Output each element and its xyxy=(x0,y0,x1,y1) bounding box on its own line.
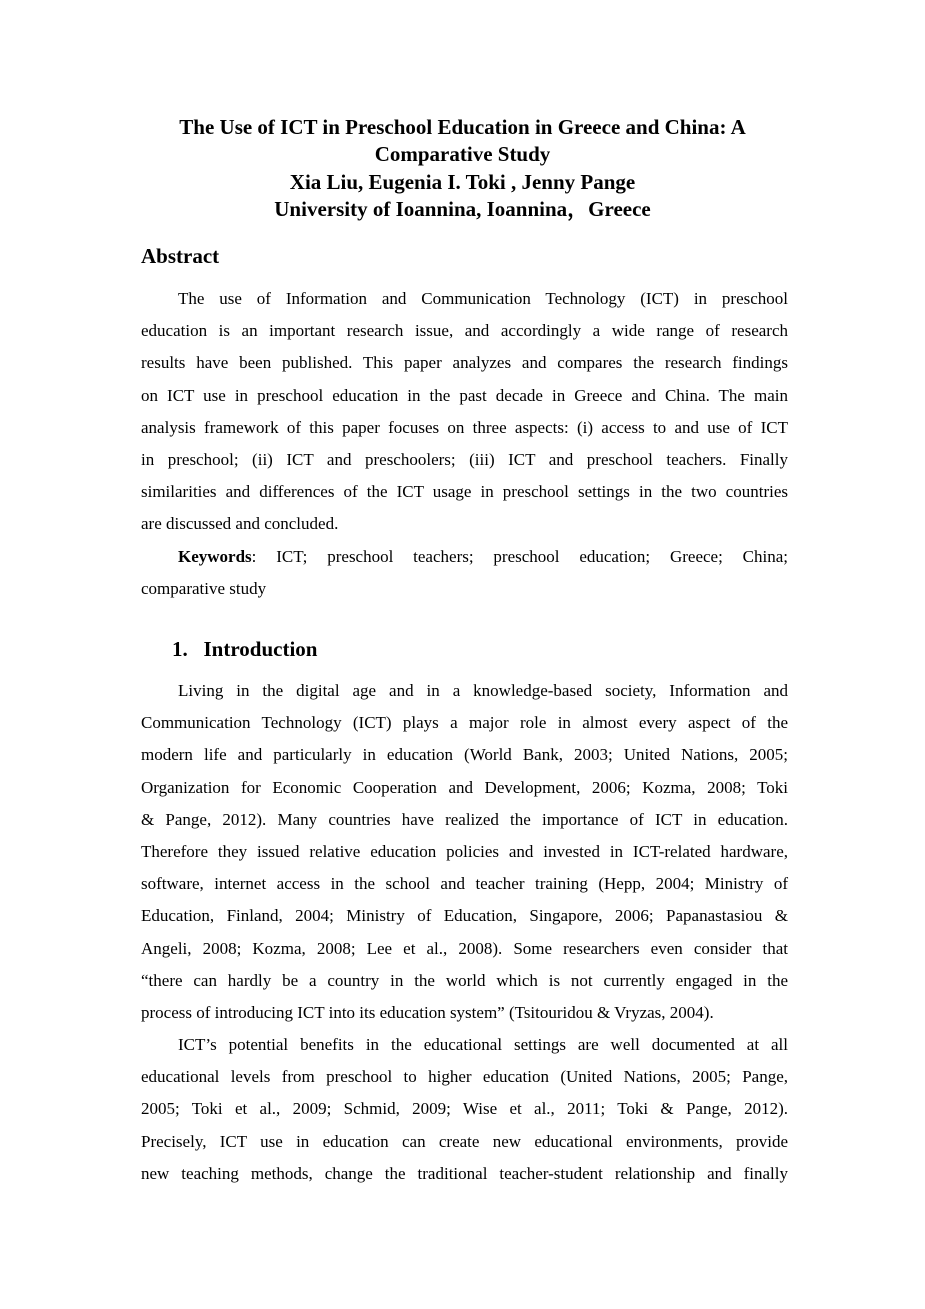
text-line: “there can hardly be a country in the world which is not currently engaged in the xyxy=(141,970,788,990)
text-line: new teaching methods, change the traditional teacher-student relationship and finally xyxy=(141,1163,788,1183)
introduction-paragraph-1 xyxy=(141,675,788,1029)
paper-affiliation: University of Ioannina, Ioannina，Greece xyxy=(274,196,651,221)
text-line: Angeli, 2008; Kozma, 2008; Lee et al., 2008). Some researchers even consider that xyxy=(141,938,788,958)
text-line: in preschool; (ii) ICT and preschoolers; (iii) ICT and preschool teachers. Finally xyxy=(141,449,788,469)
text-line: Therefore they issued relative education policies and invested in ICT-related hardware, xyxy=(141,841,788,861)
text-line: Education, Finland, 2004; Ministry of Education, Singapore, 2006; Papanastasiou & xyxy=(141,906,788,926)
text-line: process of introducing ICT into its education system” (Tsitouridou & Vryzas, 2004). xyxy=(141,1002,714,1022)
introduction-paragraph-2 xyxy=(141,1029,788,1190)
paper-title-block xyxy=(100,114,825,223)
text-line: ICT’s potential benefits in the educational settings are well documented at all xyxy=(178,1035,788,1054)
text-line: Precisely, ICT use in education can create new educational environments, provide xyxy=(141,1131,788,1151)
keywords-paragraph xyxy=(141,541,788,605)
text-line: 2005; Toki et al., 2009; Schmid, 2009; Wise et al., 2011; Toki & Pange, 2012). xyxy=(141,1099,788,1119)
keywords-line-2: comparative study xyxy=(141,579,267,599)
text-line: similarities and differences of the ICT usage in preschool settings in the two countries xyxy=(141,482,788,502)
text-line: software, internet access in the school and teacher training (Hepp, 2004; Ministry of xyxy=(141,874,788,894)
text-line: are discussed and concluded. xyxy=(141,514,339,534)
text-line: The use of Information and Communication Technology (ICT) in preschool xyxy=(178,289,788,308)
keywords-list: : ICT; preschool teachers; preschool education; Greece; China; xyxy=(251,547,788,566)
text-line: on ICT use in preschool education in the past decade in Greece and China. The main xyxy=(141,385,788,405)
keywords-label: Keywords xyxy=(178,547,252,566)
text-line: Organization for Economic Cooperation and Development, 2006; Kozma, 2008; Toki xyxy=(141,777,788,797)
paper-authors: Xia Liu, Eugenia I. Toki , Jenny Pange xyxy=(289,169,636,194)
text-line: educational levels from preschool to higher education (United Nations, 2005; Pange, xyxy=(141,1067,788,1087)
text-line: modern life and particularly in education (World Bank, 2003; United Nations, 2005; xyxy=(141,745,788,765)
text-line: & Pange, 2012). Many countries have realized the importance of ICT in education. xyxy=(141,809,788,829)
text-line: Communication Technology (ICT) plays a major role in almost every aspect of the xyxy=(141,713,788,733)
text-line: education is an important research issue, and accordingly a wide range of research xyxy=(141,321,788,341)
paper-title-line-1: The Use of ICT in Preschool Education in Greece and China: A xyxy=(179,115,746,139)
keywords-line xyxy=(141,541,788,573)
text-line: Living in the digital age and in a knowledge-based society, Information and xyxy=(178,681,788,700)
abstract-paragraph xyxy=(141,283,788,541)
introduction-heading: 1. Introduction xyxy=(172,637,318,661)
paper-title-line-2: Comparative Study xyxy=(374,142,551,167)
text-line: analysis framework of this paper focuses on three aspects: (i) access to and use of ICT xyxy=(141,417,788,437)
text-line: results have been published. This paper analyzes and compares the research findings xyxy=(141,353,788,373)
abstract-heading: Abstract xyxy=(141,244,220,268)
